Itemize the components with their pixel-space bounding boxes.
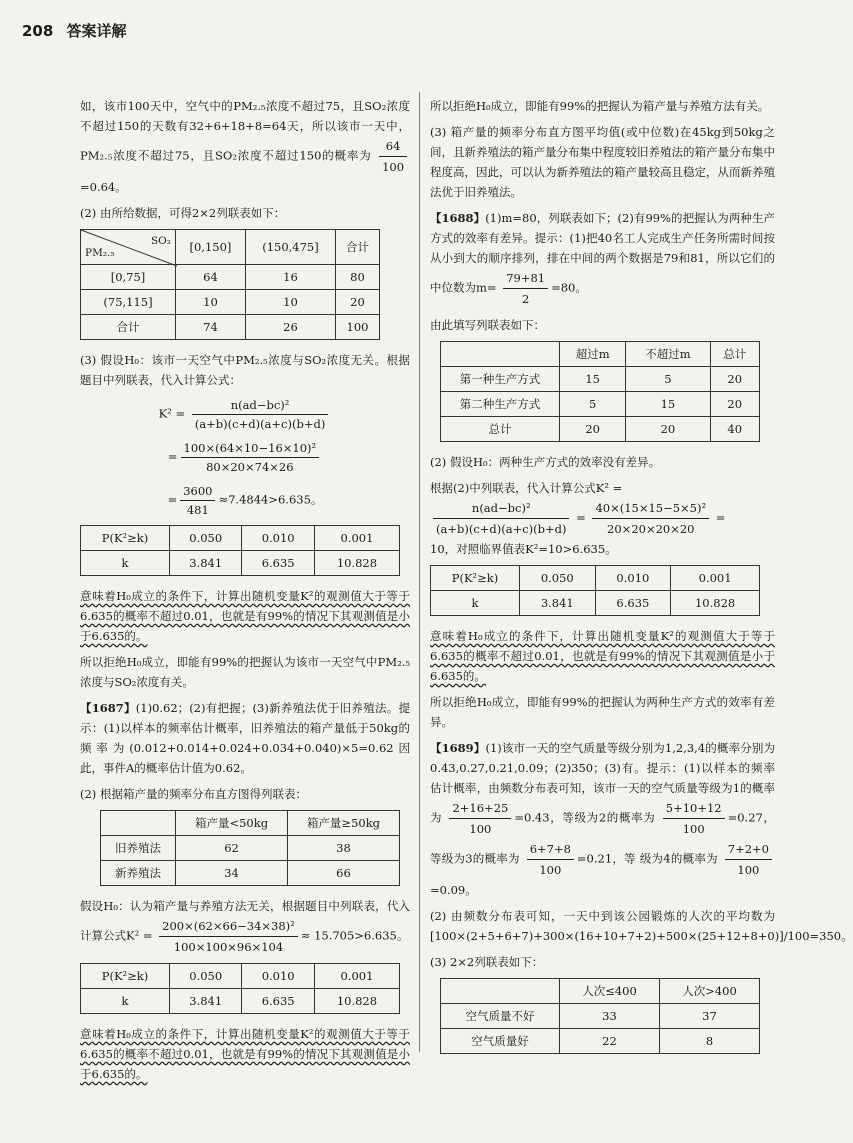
paragraph: (2) 根据箱产量的频率分布直方图得列联表： xyxy=(80,787,307,801)
table-row xyxy=(81,526,400,551)
denominator: 100×100×96×104 xyxy=(173,940,284,954)
contingency-table-air-quality xyxy=(440,978,760,1054)
table-cell: 总计 xyxy=(441,417,560,442)
table-cell: 8 xyxy=(660,1029,760,1054)
text: 级为4的概率为 xyxy=(639,851,718,866)
table-cell: 第二种生产方式 xyxy=(441,392,560,417)
page-title: 答案详解 xyxy=(66,22,127,40)
text: =0.64。 xyxy=(80,180,127,194)
table-cell: 0.001 xyxy=(314,964,399,989)
text: 15.705>6.635。 xyxy=(314,928,409,943)
table-row xyxy=(81,290,380,315)
page-header xyxy=(22,20,127,41)
table-cell: k xyxy=(81,989,170,1014)
table-cell: 0.050 xyxy=(170,964,242,989)
text: (1)该市一天的空气质量等级分别为1,2,3,4的概率分别为0.43,0.27,0.21,0.09；(2)350；(3)有。提示：(1)以样本的频率估计概率，由频数分布表可知，该市一天的空气质量等级为1的概率为 xyxy=(430,741,775,825)
table-cell: 20 xyxy=(710,367,760,392)
table-cell: 0.050 xyxy=(170,526,242,551)
table-cell: 20 xyxy=(560,417,626,442)
denominator: 100 xyxy=(382,160,405,174)
paragraph: (2) 由所给数据，可得2×2列联表如下： xyxy=(80,206,286,220)
table-cell: 38 xyxy=(288,836,400,861)
answer-1688 xyxy=(430,208,775,309)
contingency-table-production xyxy=(440,341,760,442)
table-row xyxy=(441,342,760,367)
table-cell: 26 xyxy=(245,315,335,340)
table-cell: 15 xyxy=(626,392,710,417)
table-cell: 62 xyxy=(176,836,288,861)
table-cell: 10.828 xyxy=(314,551,399,576)
column-divider xyxy=(419,92,420,1052)
left-column xyxy=(80,96,410,1090)
table-header: 箱产量≥50kg xyxy=(288,811,400,836)
table-cell: 10.828 xyxy=(314,989,399,1014)
fraction xyxy=(180,482,215,519)
table-cell: 5 xyxy=(560,392,626,417)
text: =0.21，等 xyxy=(576,851,636,866)
table-cell: 34 xyxy=(176,861,288,886)
numerator: 3600 xyxy=(180,482,215,501)
paragraph: 根据(2)中列联表，代入计算公式K² = $\frac{\text{n(ad−bc)²}}{(a+b)(c+d)(a+c)(b+d)}$ = $\frac{\text{40×(15×15−5×5)²}}{20\times 20\times 20\times 20}$ = 10，对照临界值表K²=10>6.635。 xyxy=(430,481,726,556)
table-cell: 20 xyxy=(626,417,710,442)
table-cell: 10.828 xyxy=(671,591,760,616)
table-cell: 100 xyxy=(336,315,380,340)
text: (1)m=80，列联表如下；(2)有99%的把握认为两种生产方式的效率有差异。提示：(1)把40名工人完成生产任务所需时间按从小到大的顺序排列，排在中间的两个数据是79和81，所以它们的中位数为m= xyxy=(430,211,776,295)
contingency-table-pm-so2 xyxy=(80,229,380,340)
table-cell: 66 xyxy=(288,861,400,886)
table-cell: 第一种生产方式 xyxy=(441,367,560,392)
question-tag: 【1688】 xyxy=(430,211,486,225)
paragraph: (3) 假设H₀：该市一天空气中PM₂.₅浓度与SO₂浓度无关。根据题目中列联表，代入计算公式： xyxy=(80,353,410,387)
numerator: 64 xyxy=(379,136,407,157)
table-row xyxy=(441,392,760,417)
table-cell: 40 xyxy=(710,417,760,442)
numerator: n(ad−bc)² xyxy=(433,498,569,519)
answer-1687 xyxy=(80,698,410,778)
question-tag: 【1689】 xyxy=(430,741,486,755)
formula-lhs: K² = xyxy=(158,406,186,421)
paragraph: (3) 箱产量的频率分布直方图平均值(或中位数)在45kg到50kg之间，且新养殖法的箱产量分布集中程度较旧养殖法的箱产量分布集中程度高，因此，可以认为新养殖法的箱产量较高且稳定，从而新养殖法优于旧养殖法。 xyxy=(430,125,775,199)
table-header: 不超过m xyxy=(626,342,710,367)
formula xyxy=(80,396,410,433)
table-row xyxy=(81,265,380,290)
answer-1689 xyxy=(430,738,775,900)
table-header xyxy=(441,979,560,1004)
table-row xyxy=(441,1029,760,1054)
numerator: 100×(64×10−16×10)² xyxy=(181,439,320,458)
denominator: 100 xyxy=(539,863,562,877)
table-cell: k xyxy=(81,551,170,576)
table-cell: 0.010 xyxy=(595,566,671,591)
denominator: (a+b)(c+d)(a+c)(b+d) xyxy=(194,417,326,431)
table-cell: 33 xyxy=(560,1004,660,1029)
table-cell: 3.841 xyxy=(520,591,596,616)
table-cell: 10 xyxy=(176,290,246,315)
fraction xyxy=(449,798,511,839)
table-cell: 6.635 xyxy=(242,989,314,1014)
table-row xyxy=(441,417,760,442)
paragraph: 所以拒绝H₀成立，即能有99%的把握认为该市一天空气中PM₂.₅浓度与SO₂浓度有关。 xyxy=(80,655,410,689)
table-row xyxy=(441,367,760,392)
critical-value-table xyxy=(430,565,760,616)
corner-bottom-label: PM₂.₅ xyxy=(85,247,115,259)
table-cell: 10 xyxy=(245,290,335,315)
fraction xyxy=(181,439,320,476)
text: =80。 xyxy=(551,280,587,295)
formula: = $\frac{3600}{481}$ ≈7.4844>6.635。 xyxy=(167,484,323,517)
numerator: 7+2+0 xyxy=(725,839,772,860)
denominator: 2 xyxy=(521,292,530,306)
underlined-paragraph: 意味着H₀成立的条件下，计算出随机变量K²的观测值大于等于6.635的概率不超过0.01，也就是有99%的情况下其观测值是小于6.635的。 xyxy=(430,629,775,683)
text: ≈7.4844>6.635。 xyxy=(218,492,323,507)
paragraph: 所以拒绝H₀成立，即能有99%的把握认为箱产量与养殖方法有关。 xyxy=(430,99,770,113)
table-row xyxy=(431,566,760,591)
paragraph: (3) 2×2列联表如下： xyxy=(430,955,544,969)
paragraph xyxy=(80,896,410,957)
table-row xyxy=(101,811,400,836)
table-row xyxy=(81,964,400,989)
table-cell: 64 xyxy=(176,265,246,290)
table-cell: 3.841 xyxy=(170,551,242,576)
table-cell: 6.635 xyxy=(242,551,314,576)
denominator: 80×20×74×26 xyxy=(206,460,294,474)
table-cell: 空气质量不好 xyxy=(441,1004,560,1029)
table-cell: 16 xyxy=(245,265,335,290)
denominator: 20×20×20×20 xyxy=(607,522,695,536)
table-cell: P(K²≥k) xyxy=(81,964,170,989)
fraction xyxy=(192,396,328,433)
fraction xyxy=(592,498,709,539)
table-cell: 20 xyxy=(336,290,380,315)
numerator: 79+81 xyxy=(503,268,548,289)
table-cell: 空气质量好 xyxy=(441,1029,560,1054)
text: ≈ xyxy=(300,928,311,943)
paragraph: 所以拒绝H₀成立，即能有99%的把握认为两种生产方式的效率有差异。 xyxy=(430,695,775,729)
text: =0.27，等级为3的概率为 xyxy=(430,810,776,866)
numerator: n(ad−bc)² xyxy=(192,396,328,415)
table-cell: 新养殖法 xyxy=(101,861,176,886)
underlined-paragraph: 意味着H₀成立的条件下，计算出随机变量K²的观测值大于等于6.635的概率不超过0.01，也就是有99%的情况下其观测值是小于6.635的。 xyxy=(80,1027,410,1081)
table-header: 合计 xyxy=(336,230,380,265)
denominator: 481 xyxy=(186,503,209,517)
denominator: 100 xyxy=(737,863,760,877)
underlined-paragraph: 意味着H₀成立的条件下，计算出随机变量K²的观测值大于等于6.635的概率不超过0.01，也就是有99%的情况下其观测值是小于6.635的。 xyxy=(80,589,410,643)
table-cell: 80 xyxy=(336,265,380,290)
table-cell: 5 xyxy=(626,367,710,392)
numerator: 6+7+8 xyxy=(527,839,574,860)
table-row xyxy=(81,989,400,1014)
table-cell: 74 xyxy=(176,315,246,340)
fraction xyxy=(433,498,569,539)
table-header: 人次>400 xyxy=(660,979,760,1004)
right-column xyxy=(430,96,853,1064)
question-tag: 【1687】 xyxy=(80,701,136,715)
table-cell: 0.050 xyxy=(520,566,596,591)
text: 根据(2)中列联表，代入计算公式K² = xyxy=(430,481,623,495)
diagonal-header-cell xyxy=(81,230,176,265)
text: 假设H₀：认为箱产量与养殖方法无关，根据题目中列联表，代入计算公式K² = xyxy=(80,899,410,943)
table-cell: 22 xyxy=(560,1029,660,1054)
denominator: 100 xyxy=(469,822,492,836)
table-row xyxy=(441,979,760,1004)
table-row xyxy=(101,836,400,861)
table-row xyxy=(101,861,400,886)
table-header: 箱产量<50kg xyxy=(176,811,288,836)
table-header xyxy=(101,811,176,836)
table-header: [0,150] xyxy=(176,230,246,265)
table-cell: 0.010 xyxy=(242,964,314,989)
table-header: 人次≤400 xyxy=(560,979,660,1004)
table-cell: 0.010 xyxy=(242,526,314,551)
fraction xyxy=(663,798,725,839)
numerator: 40×(15×15−5×5)² xyxy=(592,498,709,519)
table-cell: 合计 xyxy=(81,315,176,340)
table-cell: 37 xyxy=(660,1004,760,1029)
fraction xyxy=(503,268,548,309)
table-header xyxy=(441,342,560,367)
paragraph xyxy=(80,96,410,197)
paragraph: (2) 假设H₀：两种生产方式的效率没有差异。 xyxy=(430,455,661,469)
table-cell: 15 xyxy=(560,367,626,392)
fraction xyxy=(379,136,407,177)
numerator: 5+10+12 xyxy=(663,798,725,819)
paragraph: 由此填写列联表如下： xyxy=(430,318,545,332)
denominator: (a+b)(c+d)(a+c)(b+d) xyxy=(436,522,567,536)
table-cell: k xyxy=(431,591,520,616)
page-number: 208 xyxy=(22,22,54,40)
fraction xyxy=(725,839,772,880)
table-header: (150,475] xyxy=(245,230,335,265)
contingency-table-box-yield xyxy=(100,810,400,886)
table-header: 总计 xyxy=(710,342,760,367)
text: (1)0.62；(2)有把握；(3)新养殖法优于旧养殖法。提示：(1)以样本的频率估计概率，旧养殖法的箱产量低于50kg的频率为(0.012+0.014+0.024+0.034+0.040)×5=0.62因此，事件A的概率估计值为0.62。 xyxy=(80,701,410,775)
formula: = $\frac{\text{100×(64×10−16×10)²}}{80\times 20\times 74\times 26}$ xyxy=(80,439,410,476)
denominator: 100 xyxy=(682,822,705,836)
paragraph: (2) 由频数分布表可知，一天中到该公园锻炼的人次的平均数为[100×(2+5+6+7)+300×(16+10+7+2)+500×(25+12+8+0)]/100=350。 xyxy=(430,909,853,943)
table-cell: 6.635 xyxy=(595,591,671,616)
table-cell: 20 xyxy=(710,392,760,417)
critical-value-table xyxy=(80,963,400,1014)
table-cell: (75,115] xyxy=(81,290,176,315)
table-cell: 旧养殖法 xyxy=(101,836,176,861)
text: 如，该市100天中，空气中的PM₂.₅浓度不超过75，且SO₂浓度不超过150的天数有32+6+18+8=64天，所以该市一天中，PM₂.₅浓度不超过75，且SO₂浓度不超过150的概率为 xyxy=(80,99,410,163)
corner-top-label: SO₂ xyxy=(150,235,171,247)
table-header: 超过m xyxy=(560,342,626,367)
table-cell: P(K²≥k) xyxy=(431,566,520,591)
table-cell: 0.001 xyxy=(671,566,760,591)
numerator: 200×(62×66−34×38)² xyxy=(159,916,298,937)
table-cell: P(K²≥k) xyxy=(81,526,170,551)
table-row xyxy=(81,551,400,576)
critical-value-table xyxy=(80,525,400,576)
table-cell: 3.841 xyxy=(170,989,242,1014)
table-row xyxy=(441,1004,760,1029)
table-row xyxy=(81,315,380,340)
text: 10，对照临界值表K²=10>6.635。 xyxy=(430,542,617,556)
table-row xyxy=(431,591,760,616)
text: =0.09。 xyxy=(430,883,477,897)
table-cell: [0,75] xyxy=(81,265,176,290)
fraction xyxy=(527,839,574,880)
fraction xyxy=(159,916,298,957)
table-cell: 0.001 xyxy=(314,526,399,551)
numerator: 2+16+25 xyxy=(449,798,511,819)
text: =0.43，等级为2的概率为 xyxy=(514,810,656,825)
